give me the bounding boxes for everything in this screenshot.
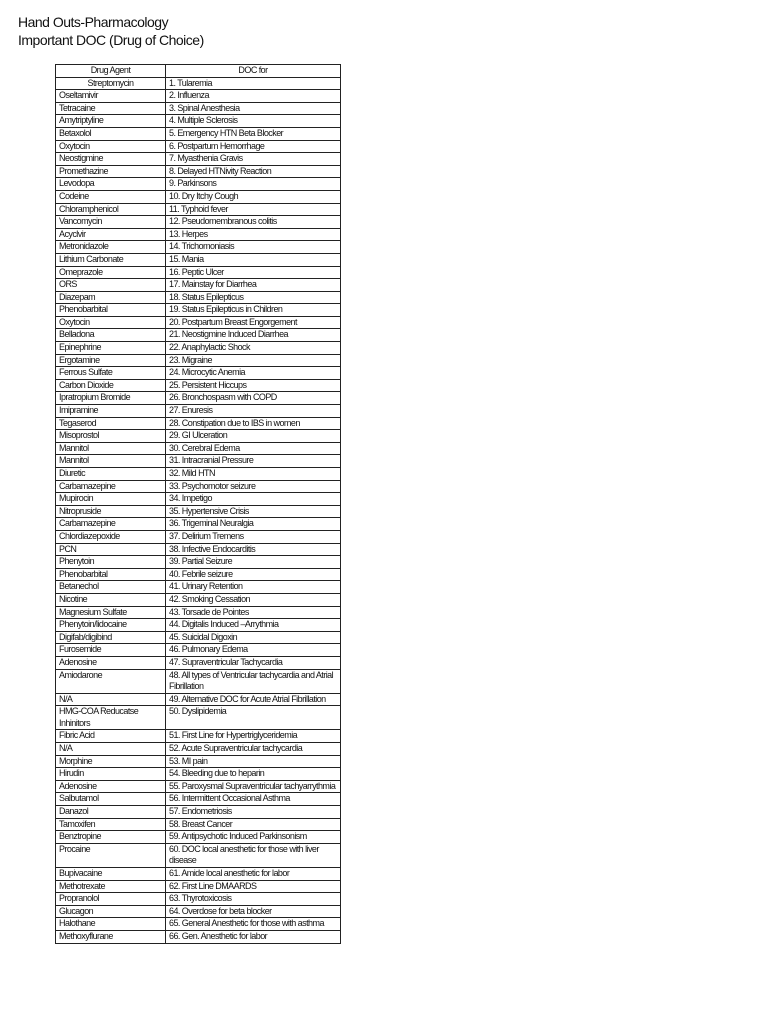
drug-agent-cell: Phenobarbital bbox=[56, 304, 166, 317]
table-row bbox=[56, 843, 341, 867]
doc-for-cell: 16. Peptic Ulcer bbox=[166, 266, 341, 279]
doc-for-cell: 8. Delayed HTNivity Reaction bbox=[166, 165, 341, 178]
table-row bbox=[56, 266, 341, 279]
drug-agent-cell: Phenytoin/lidocaine bbox=[56, 619, 166, 632]
table-row bbox=[56, 379, 341, 392]
doc-for-cell: 28. Constipation due to IBS in women bbox=[166, 417, 341, 430]
drug-agent-cell: Chloramphenicol bbox=[56, 203, 166, 216]
table-row bbox=[56, 291, 341, 304]
drug-agent-cell: Lithium Carbonate bbox=[56, 253, 166, 266]
drug-agent-cell: Mannitol bbox=[56, 442, 166, 455]
header-drug-agent: Drug Agent bbox=[56, 65, 166, 78]
drug-agent-cell: Diuretic bbox=[56, 468, 166, 481]
table-row bbox=[56, 918, 341, 931]
table-row bbox=[56, 631, 341, 644]
doc-for-cell: 39. Partial Seizure bbox=[166, 556, 341, 569]
drug-agent-cell: Nicotine bbox=[56, 593, 166, 606]
drug-agent-cell: Methotrexate bbox=[56, 880, 166, 893]
table-row bbox=[56, 930, 341, 943]
doc-for-cell: 50. Dyslipidemia bbox=[166, 706, 341, 730]
table-row bbox=[56, 780, 341, 793]
table-row bbox=[56, 581, 341, 594]
table-row bbox=[56, 656, 341, 669]
table-row bbox=[56, 493, 341, 506]
table-row bbox=[56, 868, 341, 881]
drug-agent-cell: Ipratropium Bromide bbox=[56, 392, 166, 405]
doc-for-cell: 11. Typhoid fever bbox=[166, 203, 341, 216]
drug-agent-cell: Morphine bbox=[56, 755, 166, 768]
drug-agent-cell: ORS bbox=[56, 279, 166, 292]
doc-for-cell: 46. Pulmonary Edema bbox=[166, 644, 341, 657]
doc-for-cell: 30. Cerebral Edema bbox=[166, 442, 341, 455]
doc-for-cell: 61. Amide local anesthetic for labor bbox=[166, 868, 341, 881]
doc-for-cell: 6. Postpartum Hemorrhage bbox=[166, 140, 341, 153]
drug-agent-cell: Benztropine bbox=[56, 831, 166, 844]
doc-for-cell: 5. Emergency HTN Beta Blocker bbox=[166, 127, 341, 140]
table-row bbox=[56, 480, 341, 493]
doc-for-cell: 4. Multiple Sclerosis bbox=[166, 115, 341, 128]
drug-agent-cell: Ferrous Sulfate bbox=[56, 367, 166, 380]
drug-agent-cell: HMG-COA Reducatse Inhinitors bbox=[56, 706, 166, 730]
table-row bbox=[56, 619, 341, 632]
drug-agent-cell: Propranolol bbox=[56, 893, 166, 906]
doc-for-cell: 1. Tularemia bbox=[166, 77, 341, 90]
table-row bbox=[56, 530, 341, 543]
doc-for-cell: 63. Thyrotoxicosis bbox=[166, 893, 341, 906]
doc-for-cell: 25. Persistent Hiccups bbox=[166, 379, 341, 392]
table-row bbox=[56, 367, 341, 380]
drug-agent-cell: Fibric Acid bbox=[56, 730, 166, 743]
doc-for-cell: 36. Trigeminal Neuralgia bbox=[166, 518, 341, 531]
doc-for-cell: 29. GI Ulceration bbox=[166, 430, 341, 443]
drug-agent-cell: Furosemide bbox=[56, 644, 166, 657]
table-row bbox=[56, 793, 341, 806]
doc-for-cell: 26. Bronchospasm with COPD bbox=[166, 392, 341, 405]
table-row bbox=[56, 127, 341, 140]
drug-agent-cell: Carbamazepine bbox=[56, 480, 166, 493]
table-row bbox=[56, 329, 341, 342]
drug-agent-cell: Levodopa bbox=[56, 178, 166, 191]
header-doc-for: DOC for bbox=[166, 65, 341, 78]
drug-agent-cell: Tetracaine bbox=[56, 102, 166, 115]
drug-agent-cell: Codeine bbox=[56, 190, 166, 203]
doc-for-cell: 44. Digitalis Induced –Arrythmia bbox=[166, 619, 341, 632]
table-row bbox=[56, 893, 341, 906]
doc-for-cell: 53. MI pain bbox=[166, 755, 341, 768]
drug-agent-cell: Belladona bbox=[56, 329, 166, 342]
drug-agent-cell: Acyclvir bbox=[56, 228, 166, 241]
doc-for-cell: 15. Mania bbox=[166, 253, 341, 266]
drug-agent-cell: Promethazine bbox=[56, 165, 166, 178]
doc-for-cell: 47. Supraventricular Tachycardia bbox=[166, 656, 341, 669]
drug-agent-cell: Oseltamivir bbox=[56, 90, 166, 103]
drug-agent-cell: Digifab/digibind bbox=[56, 631, 166, 644]
doc-for-cell: 66. Gen. Anesthetic for labor bbox=[166, 930, 341, 943]
doc-for-cell: 38. Infective Endocarditis bbox=[166, 543, 341, 556]
drug-agent-cell: Streptomycin bbox=[56, 77, 166, 90]
doc-for-cell: 22. Anaphylactic Shock bbox=[166, 342, 341, 355]
table-row bbox=[56, 831, 341, 844]
table-row bbox=[56, 115, 341, 128]
doc-for-cell: 3. Spinal Anesthesia bbox=[166, 102, 341, 115]
drug-agent-cell: Procaine bbox=[56, 843, 166, 867]
drug-agent-cell: Oxytocin bbox=[56, 316, 166, 329]
table-row bbox=[56, 693, 341, 706]
doc-for-cell: 7. Myasthenia Gravis bbox=[166, 153, 341, 166]
table-row bbox=[56, 165, 341, 178]
doc-for-cell: 57. Endometriosis bbox=[166, 806, 341, 819]
drug-agent-cell: Tamoxifen bbox=[56, 818, 166, 831]
doc-for-cell: 13. Herpes bbox=[166, 228, 341, 241]
table-row bbox=[56, 818, 341, 831]
table-row bbox=[56, 905, 341, 918]
drug-agent-cell: Hirudin bbox=[56, 768, 166, 781]
doc-for-cell: 56. Intermittent Occasional Asthma bbox=[166, 793, 341, 806]
drug-agent-cell: Glucagon bbox=[56, 905, 166, 918]
drug-agent-cell: Carbamazepine bbox=[56, 518, 166, 531]
drug-agent-cell: Chlordiazepoxide bbox=[56, 530, 166, 543]
doc-for-cell: 32. Mild HTN bbox=[166, 468, 341, 481]
drug-agent-cell: Mupirocin bbox=[56, 493, 166, 506]
drug-agent-cell: Adenosine bbox=[56, 656, 166, 669]
table-row bbox=[56, 77, 341, 90]
drug-agent-cell: Oxytocin bbox=[56, 140, 166, 153]
drug-agent-cell: Tegaserod bbox=[56, 417, 166, 430]
doc-for-cell: 51. First Line for Hypertriglyceridemia bbox=[166, 730, 341, 743]
doc-for-cell: 17. Mainstay for Diarrhea bbox=[166, 279, 341, 292]
table-row bbox=[56, 442, 341, 455]
drug-agent-cell: N/A bbox=[56, 743, 166, 756]
doc-for-cell: 58. Breast Cancer bbox=[166, 818, 341, 831]
drug-agent-cell: Magnesium Sulfate bbox=[56, 606, 166, 619]
doc-for-cell: 27. Enuresis bbox=[166, 405, 341, 418]
doc-for-cell: 54. Bleeding due to heparin bbox=[166, 768, 341, 781]
doc-for-cell: 65. General Anesthetic for those with asthma bbox=[166, 918, 341, 931]
drug-agent-cell: Diazepam bbox=[56, 291, 166, 304]
drug-agent-cell: Imipramine bbox=[56, 405, 166, 418]
table-row bbox=[56, 455, 341, 468]
table-row bbox=[56, 304, 341, 317]
table-row bbox=[56, 743, 341, 756]
doc-for-cell: 9. Parkinsons bbox=[166, 178, 341, 191]
table-row bbox=[56, 190, 341, 203]
doc-for-cell: 23. Migraine bbox=[166, 354, 341, 367]
doc-for-cell: 19. Status Epilepticus in Children bbox=[166, 304, 341, 317]
table-row bbox=[56, 342, 341, 355]
doc-for-cell: 31. Intracranial Pressure bbox=[166, 455, 341, 468]
table-row bbox=[56, 90, 341, 103]
doc-for-cell: 33. Psychomotor seizure bbox=[166, 480, 341, 493]
doc-for-cell: 45. Suicidal Digoxin bbox=[166, 631, 341, 644]
table-row bbox=[56, 153, 341, 166]
doc-table bbox=[55, 64, 341, 944]
drug-agent-cell: Epinephrine bbox=[56, 342, 166, 355]
table-row bbox=[56, 755, 341, 768]
doc-for-cell: 2. Influenza bbox=[166, 90, 341, 103]
table-row bbox=[56, 253, 341, 266]
table-row bbox=[56, 241, 341, 254]
table-row bbox=[56, 228, 341, 241]
document-title: Hand Outs-Pharmacology bbox=[18, 14, 169, 30]
drug-agent-cell: Amiodarone bbox=[56, 669, 166, 693]
table-row bbox=[56, 593, 341, 606]
doc-for-cell: 43. Torsade de Pointes bbox=[166, 606, 341, 619]
document-subtitle: Important DOC (Drug of Choice) bbox=[18, 32, 204, 48]
doc-for-cell: 62. First Line DMAARDS bbox=[166, 880, 341, 893]
table-row bbox=[56, 203, 341, 216]
drug-agent-cell: Neostigmine bbox=[56, 153, 166, 166]
drug-agent-cell: Danazol bbox=[56, 806, 166, 819]
doc-for-cell: 20. Postpartum Breast Engorgement bbox=[166, 316, 341, 329]
drug-agent-cell: Mannitol bbox=[56, 455, 166, 468]
table-row bbox=[56, 392, 341, 405]
drug-agent-cell: Carbon Dioxide bbox=[56, 379, 166, 392]
table-row bbox=[56, 606, 341, 619]
drug-agent-cell: Omeprazole bbox=[56, 266, 166, 279]
drug-agent-cell: Phenobarbital bbox=[56, 568, 166, 581]
table-row bbox=[56, 354, 341, 367]
drug-agent-cell: Adenosine bbox=[56, 780, 166, 793]
doc-for-cell: 52. Acute Supraventricular tachycardia bbox=[166, 743, 341, 756]
drug-agent-cell: Nitropruside bbox=[56, 505, 166, 518]
doc-for-cell: 55. Paroxysmal Supraventricular tachyarrythmia bbox=[166, 780, 341, 793]
doc-for-cell: 49. Alternative DOC for Acute Atrial Fibrillation bbox=[166, 693, 341, 706]
drug-agent-cell: Methoxyflurane bbox=[56, 930, 166, 943]
drug-agent-cell: PCN bbox=[56, 543, 166, 556]
drug-agent-cell: Metronidazole bbox=[56, 241, 166, 254]
doc-for-cell: 37. Delirium Tremens bbox=[166, 530, 341, 543]
table-row bbox=[56, 216, 341, 229]
drug-agent-cell: Amytriptyline bbox=[56, 115, 166, 128]
drug-agent-cell: Betaxolol bbox=[56, 127, 166, 140]
doc-for-cell: 24. Microcytic Anemia bbox=[166, 367, 341, 380]
table-row bbox=[56, 556, 341, 569]
table-row bbox=[56, 706, 341, 730]
table-row bbox=[56, 806, 341, 819]
table-row bbox=[56, 644, 341, 657]
table-row bbox=[56, 669, 341, 693]
doc-for-cell: 42. Smoking Cessation bbox=[166, 593, 341, 606]
table-row bbox=[56, 405, 341, 418]
drug-agent-cell: N/A bbox=[56, 693, 166, 706]
drug-agent-cell: Salbutamol bbox=[56, 793, 166, 806]
drug-agent-cell: Vancomycin bbox=[56, 216, 166, 229]
drug-agent-cell: Ergotamine bbox=[56, 354, 166, 367]
doc-for-cell: 34. Impetigo bbox=[166, 493, 341, 506]
table-row bbox=[56, 417, 341, 430]
drug-agent-cell: Phenytoin bbox=[56, 556, 166, 569]
table-header-row bbox=[56, 65, 341, 78]
drug-agent-cell: Bupivacaine bbox=[56, 868, 166, 881]
table-row bbox=[56, 279, 341, 292]
drug-agent-cell: Halothane bbox=[56, 918, 166, 931]
table-row bbox=[56, 543, 341, 556]
table-row bbox=[56, 430, 341, 443]
doc-for-cell: 40. Febrile seizure bbox=[166, 568, 341, 581]
doc-for-cell: 14. Trichomoniasis bbox=[166, 241, 341, 254]
doc-for-cell: 35. Hypertensive Crisis bbox=[166, 505, 341, 518]
table-row bbox=[56, 468, 341, 481]
table-row bbox=[56, 880, 341, 893]
table-row bbox=[56, 518, 341, 531]
doc-for-cell: 48. All types of Ventricular tachycardia and Atrial Fibrillation bbox=[166, 669, 341, 693]
table-row bbox=[56, 730, 341, 743]
drug-agent-cell: Misoprostol bbox=[56, 430, 166, 443]
table-body bbox=[56, 77, 341, 943]
doc-for-cell: 60. DOC local anesthetic for those with liver disease bbox=[166, 843, 341, 867]
doc-for-cell: 21. Neostigmine Induced Diarrhea bbox=[166, 329, 341, 342]
table-row bbox=[56, 768, 341, 781]
doc-for-cell: 41. Urinary Retention bbox=[166, 581, 341, 594]
table-row bbox=[56, 505, 341, 518]
doc-for-cell: 59. Antipsychotic Induced Parkinsonism bbox=[166, 831, 341, 844]
table-row bbox=[56, 140, 341, 153]
doc-for-cell: 10. Dry Itchy Cough bbox=[166, 190, 341, 203]
doc-for-cell: 18. Status Epilepticus bbox=[166, 291, 341, 304]
table-row bbox=[56, 316, 341, 329]
doc-for-cell: 64. Overdose for beta blocker bbox=[166, 905, 341, 918]
doc-for-cell: 12. Pseudomembranous colitis bbox=[166, 216, 341, 229]
table-row bbox=[56, 178, 341, 191]
drug-agent-cell: Betanechol bbox=[56, 581, 166, 594]
table-row bbox=[56, 102, 341, 115]
table-row bbox=[56, 568, 341, 581]
